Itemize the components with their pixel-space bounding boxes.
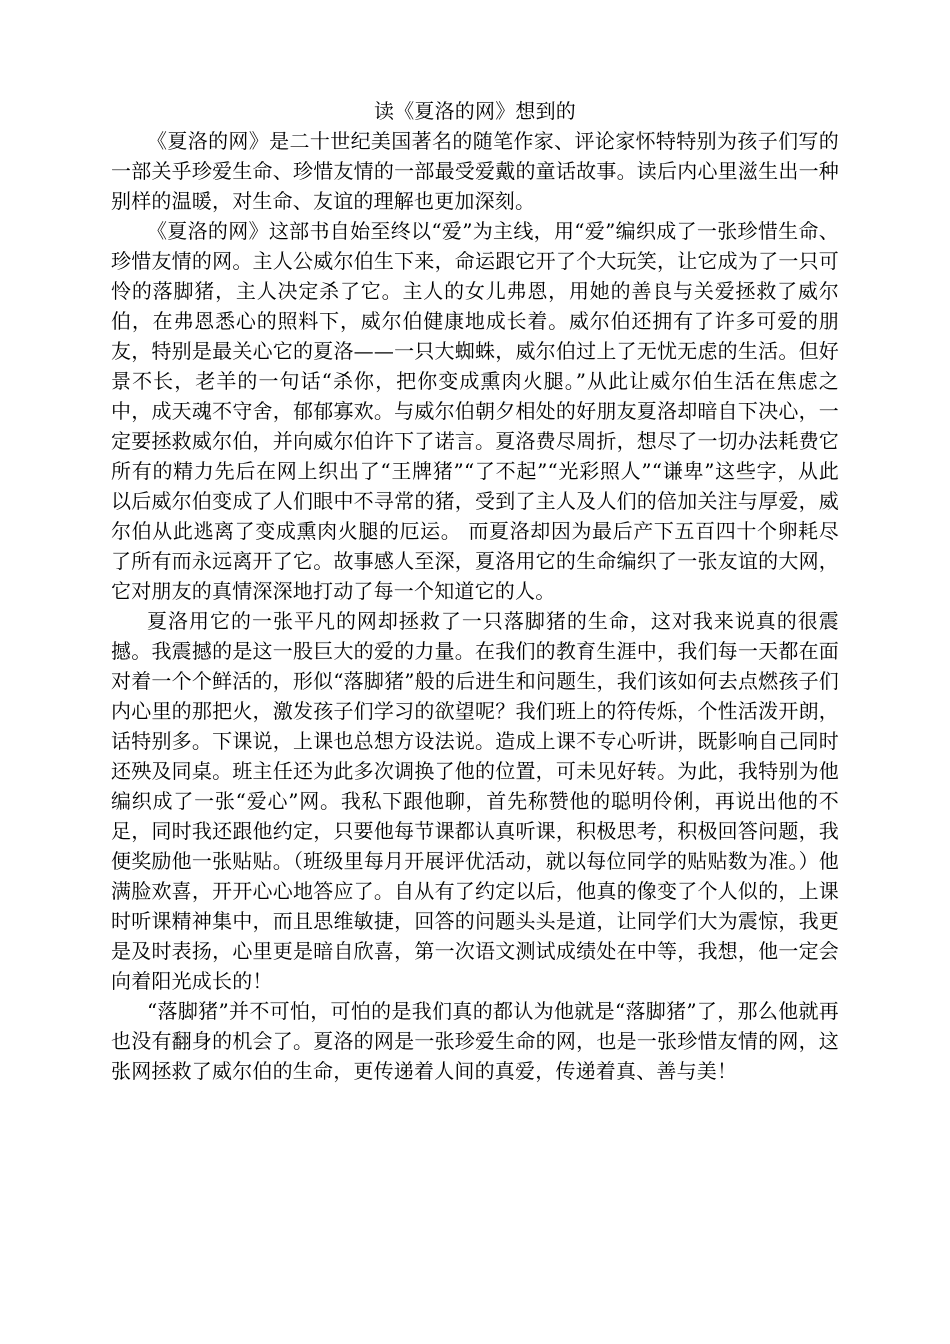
paragraph-story-summary: 《夏洛的网》这部书自始至终以“爱”为主线，用“爱”编织成了一张珍惜生命、珍惜友情的网。主人公威尔伯生下来，命运跟它开了个大玩笑，让它成为了一只可怜的落脚猪，主人决定杀了它。主人的女儿弗恩，用她的善良与关爱拯救了威尔伯，在弗恩悉心的照料下，威尔伯健康地成长着。威尔伯还拥有了许多可爱的朋友，特别是最关心它的夏洛——一只大蜘蛛，威尔伯过上了无忧无虑的生活。但好景不长，老羊的一句话“杀你，把你变成熏肉火腿。”从此让威尔伯生活在焦虑之中，成天魂不守舍，郁郁寡欢。与威尔伯朝夕相处的好朋友夏洛却暗自下决心，一定要拯救威尔伯，并向威尔伯许下了诺言。夏洛费尽周折，想尽了一切办法耗费它所有的精力先后在网上织出了“王牌猪”“了不起”“光彩照人”“谦卑”这些字，从此以后威尔伯变成了人们眼中不寻常的猪，受到了主人及人们的倍加关注与厚爱，威尔伯从此逃离了变成熏肉火腿的厄运。 而夏洛却因为最后产下五百四十个卵耗尽了所有而永远离开了它。故事感人至深，夏洛用它的生命编织了一张友谊的大网，它对朋友的真情深深地打动了每一个知道它的人。 bbox=[111, 219, 839, 603]
document-content bbox=[111, 96, 839, 1086]
paragraph-conclusion: “落脚猪”并不可怕，可怕的是我们真的都认为他就是“落脚猪”了，那么他就再也没有翻身的机会了。夏洛的网是一张珍爱生命的网，也是一张珍惜友情的网，这张网拯救了威尔伯的生命，更传递着人间的真爱，传递着真、善与美！ bbox=[111, 999, 839, 1083]
document-title: 读《夏洛的网》想到的 bbox=[374, 99, 576, 123]
paragraph-teaching-reflection: 夏洛用它的一张平凡的网却拯救了一只落脚猪的生命，这对我来说真的很震撼。我震撼的是这一股巨大的爱的力量。在我们的教育生涯中，我们每一天都在面对着一个个鲜活的，形似“落脚猪”般的后进生和问题生，我们该如何去点燃孩子们内心里的那把火，激发孩子们学习的欲望呢？我们班上的符传烁，个性活泼开朗，话特别多。下课说，上课也总想方设法说。造成上课不专心听讲，既影响自己同时还殃及同桌。班主任还为此多次调换了他的位置，可未见好转。为此，我特别为他编织成了一张“爱心”网。我私下跟他聊，首先称赞他的聪明伶俐，再说出他的不足，同时我还跟他约定，只要他每节课都认真听课，积极思考，积极回答问题，我便奖励他一张贴贴。（班级里每月开展评优活动，就以每位同学的贴贴数为准。）他满脸欢喜，开开心心地答应了。自从有了约定以后，他真的像变了个人似的，上课时听课精神集中，而且思维敏捷，回答的问题头头是道，让同学们大为震惊，我更是及时表扬，心里更是暗自欣喜，第一次语文测试成绩处在中等，我想，他一定会向着阳光成长的！ bbox=[111, 609, 839, 993]
paragraph-intro: 《夏洛的网》是二十世纪美国著名的随笔作家、评论家怀特特别为孩子们写的一部关乎珍爱生命、珍惜友情的一部最受爱戴的童话故事。读后内心里滋生出一种别样的温暖，对生命、友谊的理解也更加深刻。 bbox=[111, 129, 839, 213]
